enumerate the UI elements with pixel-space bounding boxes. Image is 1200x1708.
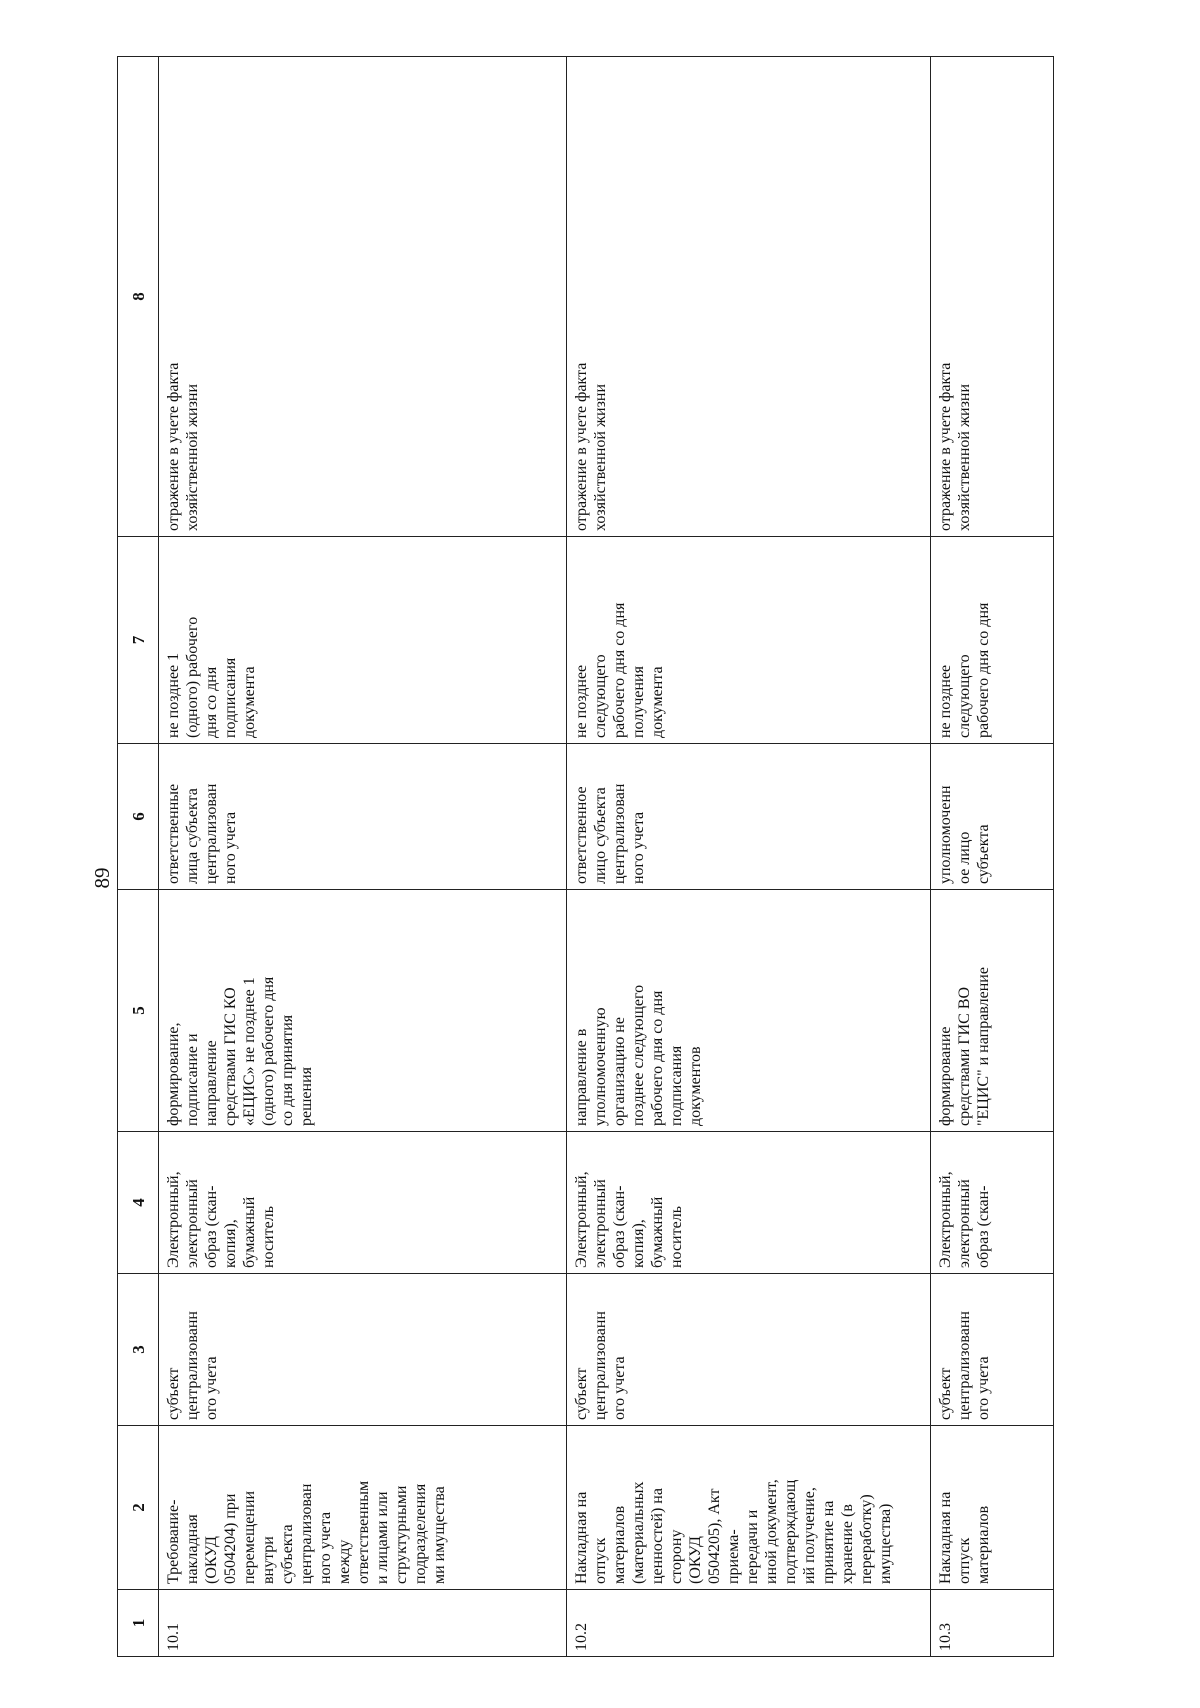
creator-cell: субъект централизованн ого учета <box>567 1274 931 1426</box>
format-cell: Электронный, электронный образ (скан- копия), бумажный носитель <box>159 1132 567 1274</box>
deadline-cell: не позднее 1 (одного) рабочего дня со дня подписания документа <box>159 537 567 744</box>
format-cell: Электронный, электронный образ (скан- копия), бумажный носитель <box>567 1132 931 1274</box>
row-number-cell: 10.1 <box>159 1590 567 1657</box>
format-cell: Электронный, электронный образ (скан- <box>931 1132 1054 1274</box>
responsible-cell: ответственное лицо субъекта централизован ного учета <box>567 744 931 890</box>
column-header: 4 <box>118 1132 159 1274</box>
row-number-cell: 10.2 <box>567 1590 931 1657</box>
responsible-cell: уполномоченн ое лицо субъекта <box>931 744 1054 890</box>
rotated-table-wrapper <box>117 57 1042 1657</box>
purpose-cell: отражение в учете факта хозяйственной жизни <box>931 57 1054 537</box>
table-row <box>931 57 1054 1657</box>
column-header: 2 <box>118 1426 159 1590</box>
document-name-cell: Накладная на отпуск материалов (материальных ценностей) на сторону (ОКУД 0504205), Акт приема- передачи и иной документ, подтверждающ ий получение, принятие на хранение (в переработку) имущества) <box>567 1426 931 1590</box>
column-header: 5 <box>118 890 159 1132</box>
row-number-cell: 10.3 <box>931 1590 1054 1657</box>
document-name-cell: Накладная на отпуск материалов <box>931 1426 1054 1590</box>
creator-cell: субъект централизованн ого учета <box>931 1274 1054 1426</box>
deadline-cell: не позднее следующего рабочего дня со дня получения документа <box>567 537 931 744</box>
purpose-cell: отражение в учете факта хозяйственной жизни <box>567 57 931 537</box>
table-row <box>567 57 931 1657</box>
header-row <box>118 57 159 1657</box>
responsible-cell: ответственные лица субъекта централизован ного учета <box>159 744 567 890</box>
creator-cell: субъект централизованн ого учета <box>159 1274 567 1426</box>
purpose-cell: отражение в учете факта хозяйственной жизни <box>159 57 567 537</box>
table-row <box>159 57 567 1657</box>
column-header: 1 <box>118 1590 159 1657</box>
page-number: 89 <box>90 867 114 889</box>
document-name-cell: Требование- накладная (ОКУД 0504204) при перемещении внутри субъекта централизован ного учета между ответственным и лицами или структурными подразделения ми имущества <box>159 1426 567 1590</box>
column-header: 3 <box>118 1274 159 1426</box>
procedure-cell: направление в уполномоченную организацию не позднее следующего рабочего дня со дня подписания документов <box>567 890 931 1132</box>
column-header: 6 <box>118 744 159 890</box>
procedure-cell: формирование, подписание и направление средствами ГИС КО «ЕЦИС» не позднее 1 (одного) рабочего дня со дня принятия решения <box>159 890 567 1132</box>
document-table <box>117 56 1054 1657</box>
deadline-cell: не позднее следующего рабочего дня со дня <box>931 537 1054 744</box>
column-header: 8 <box>118 57 159 537</box>
procedure-cell: формирование средствами ГИС ВО "ЕЦИС" и направление <box>931 890 1054 1132</box>
column-header: 7 <box>118 537 159 744</box>
